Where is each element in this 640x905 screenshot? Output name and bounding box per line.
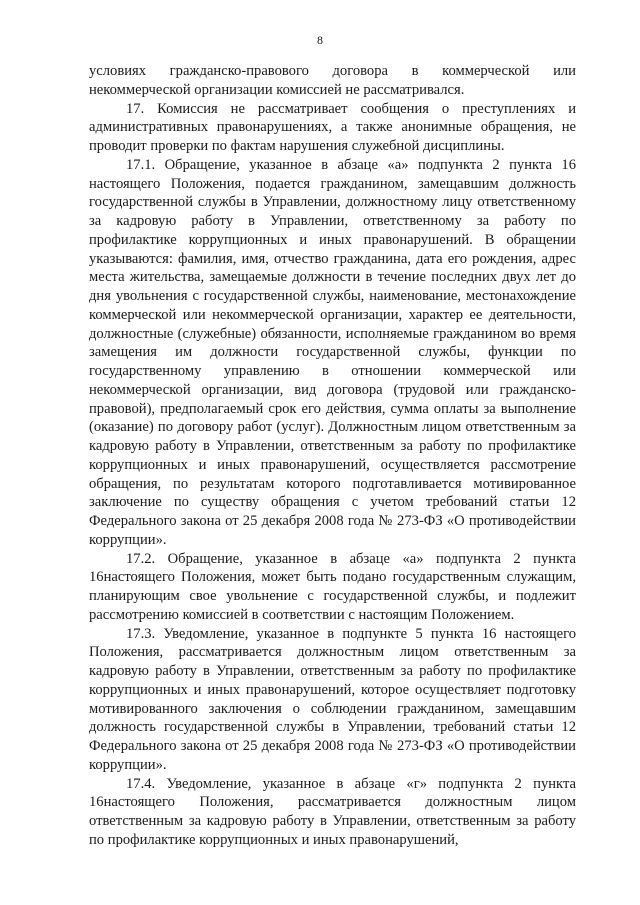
page-number: 8 [317,33,323,47]
paragraph-17-4: 17.4. Уведомление, указанное в абзаце «г» подпункта 2 пункта 16настоящего Положения, рассматривается должностным лицом ответственным за кадровую работу в Управлении, ответственным за работу по профилактике коррупционных и иных правонарушений, [89,775,576,848]
paragraph-17: 17. Комиссия не рассматривает сообщения о преступлениях и административных правонарушениях, а также анонимные обращения, не проводит проверки по фактам нарушения служебной дисциплины. [89,100,576,154]
paragraph-17-1: 17.1. Обращение, указанное в абзаце «а» подпункта 2 пункта 16 настоящего Положения, подается гражданином, замещавшим должность государственной службы в Управлении, должностному лицу ответственному за кадровую работу в Управлении, ответственному за работу по профилактике коррупционных и иных правонарушений. В обращении указываются: фамилия, имя, отчество гражданина, дата его рождения, адрес места жительства, замещаемые должности в течение последних двух лет до дня увольнения с государственной службы, наименование, местонахождение коммерческой или некоммерческой организации, характер ее деятельности, должностные (служебные) обязанности, исполняемые гражданином во время замещения им должности государственной службы, функции по государственному управлению в отношении коммерческой или некоммерческой организации, вид договора (трудовой или гражданско-правовой), предполагаемый срок его действия, сумма оплаты за выполнение (оказание) по договору работ (услуг). Должностным лицом ответственным за кадровую работу в Управлении, ответственным за работу по профилактике коррупционных и иных правонарушений, осуществляется рассмотрение обращения, по результатам которого подготавливается мотивированное заключение по существу обращения с учетом требований статьи 12 Федерального закона от 25 декабря 2008 года № 273-ФЗ «О противодействии коррупции». [89,156,576,548]
paragraph-17-2: 17.2. Обращение, указанное в абзаце «а» подпункта 2 пункта 16настоящего Положения, может быть подано государственным служащим, планирующим свое увольнение с государственной службы, и подлежит рассмотрению комиссией в соответствии с настоящим Положением. [89,550,576,623]
paragraph-17-3: 17.3. Уведомление, указанное в подпункте 5 пункта 16 настоящего Положения, рассматривается должностным лицом ответственным за кадровую работу в Управлении, ответственным за работу по профилактике коррупционных и иных правонарушений, которое осуществляет подготовку мотивированного заключения о соблюдении гражданином, замещавшим должность государственной службы в Управлении, требований статьи 12 Федерального закона от 25 декабря 2008 года № 273-ФЗ «О противодействии коррупции». [89,625,576,773]
paragraph-continuation: условиях гражданско-правового договора в коммерческой или некоммерческой организации комиссией не рассматривался. [89,63,576,98]
document-body [89,62,576,850]
